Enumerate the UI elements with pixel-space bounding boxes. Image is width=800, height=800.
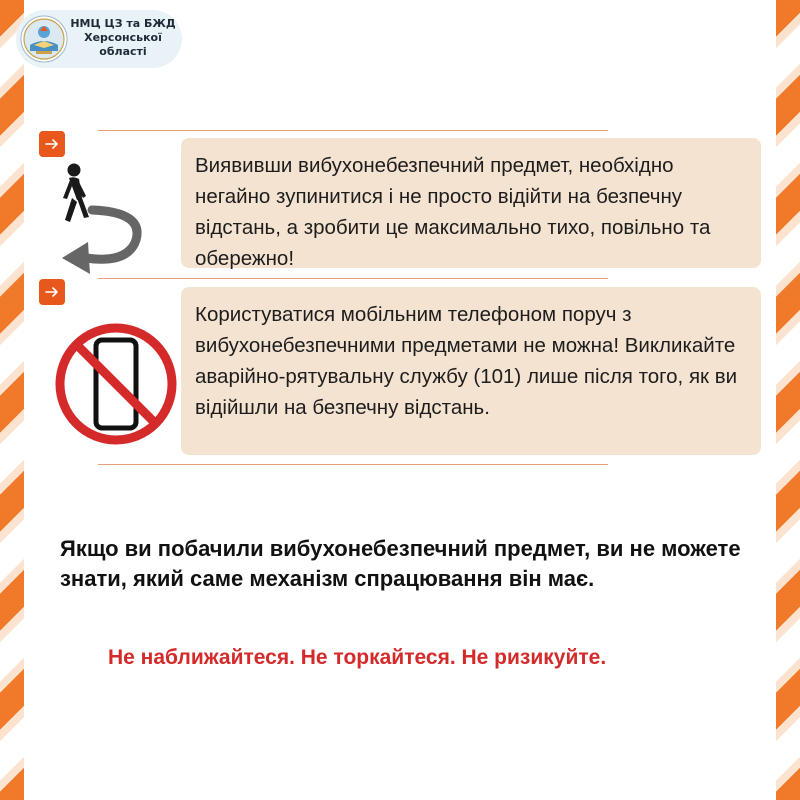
arrow-right-icon — [39, 131, 65, 157]
tip-card — [181, 138, 761, 268]
organization-name: НМЦ ЦЗ та БЖД Херсонської області — [70, 17, 176, 58]
divider-line — [98, 464, 608, 465]
tip-card — [181, 287, 761, 455]
tip-text: Виявивши вибухонебезпечний предмет, необхідно негайно зупинитися і не просто відійти на безпечну відстань, а зробити це максимально тихо, повільно та обережно! — [195, 154, 711, 270]
no-phone-icon — [54, 322, 178, 446]
divider-line — [98, 278, 608, 279]
divider-line — [98, 130, 608, 131]
warning-slogan: Не наближайтеся. Не торкайтеся. Не ризикуйте. — [108, 646, 607, 669]
safety-statement: Якщо ви побачили вибухонебезпечний предмет, ви не можете знати, який саме механізм спрацювання він має. — [60, 536, 741, 591]
walking-person-turn-back-icon — [52, 158, 144, 276]
warning-tape-right — [776, 0, 800, 800]
tip-text: Користуватися мобільним телефоном поруч з вибухонебезпечними предметами не можна! Викликайте аварійно-рятувальну службу (101) лише після того, як ви відійшли на безпечну відстань. — [195, 303, 738, 419]
emblem-icon — [20, 15, 68, 63]
arrow-right-icon — [39, 279, 65, 305]
warning-tape-left — [0, 0, 24, 800]
organization-badge — [16, 10, 182, 68]
